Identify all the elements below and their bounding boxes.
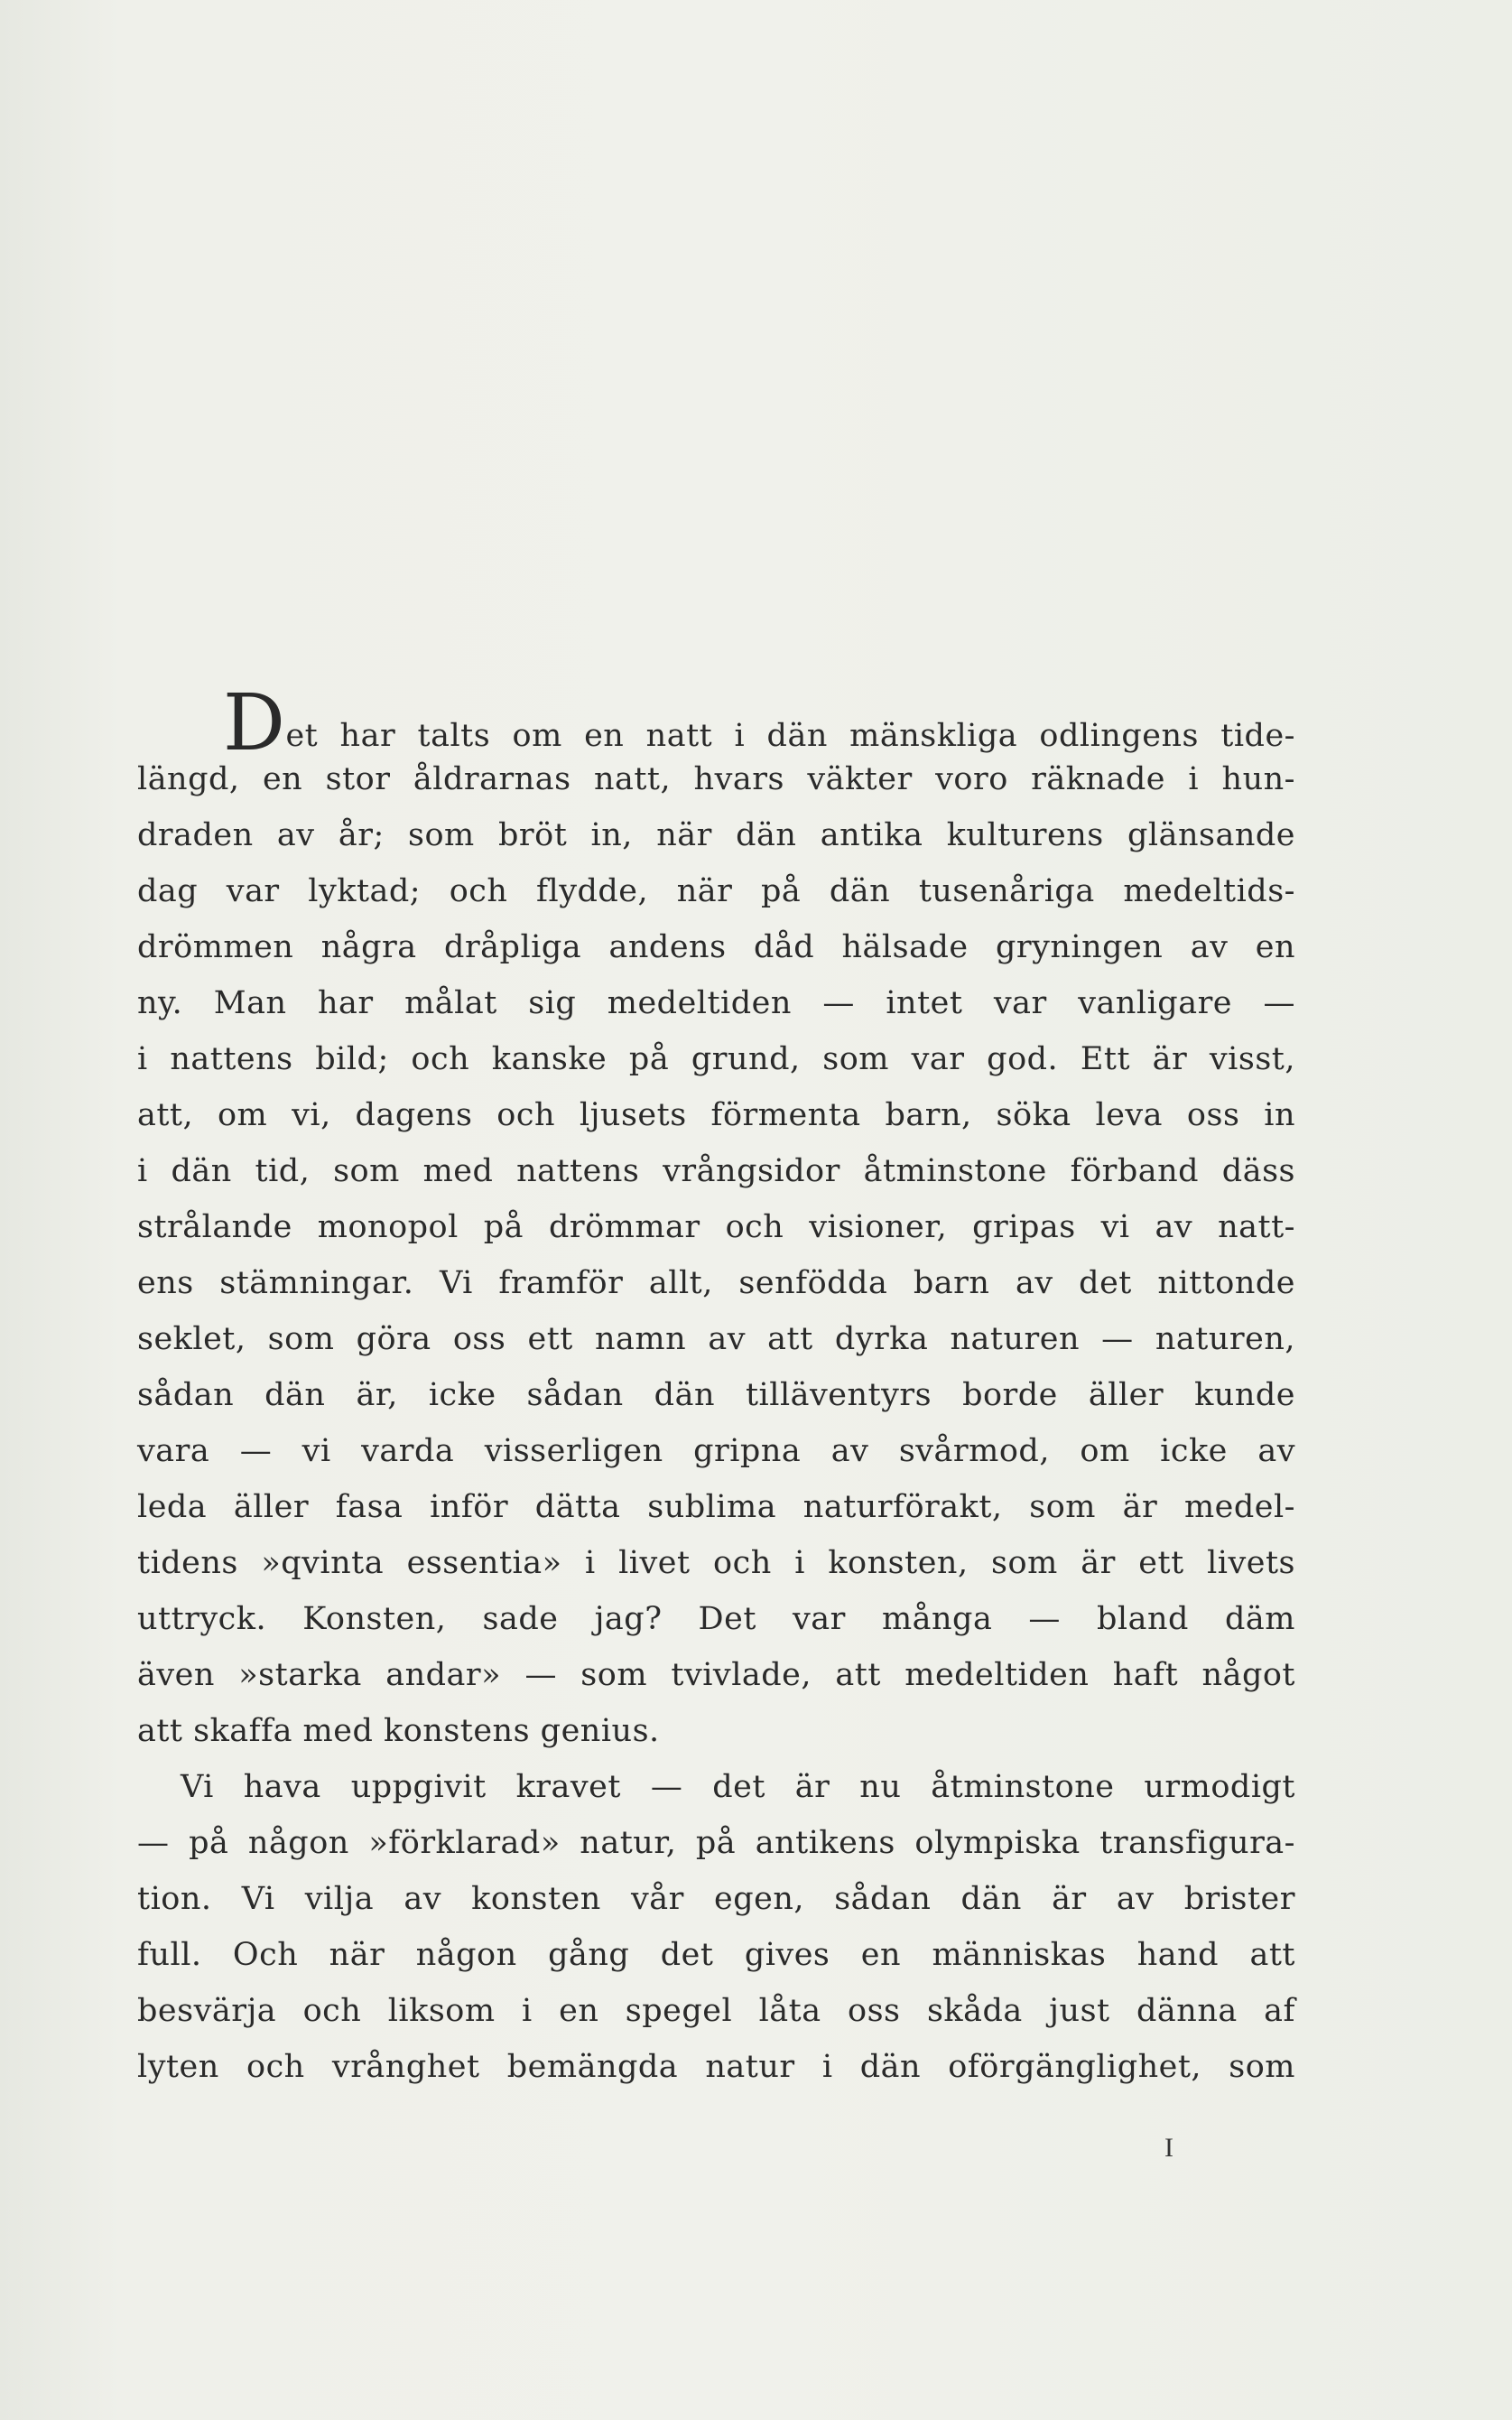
drop-cap: D bbox=[223, 678, 286, 768]
text-line-5: drömmen några dråpliga andens dåd hälsade gryningen av en bbox=[137, 929, 1295, 965]
text-line-10: strålande monopol på drömmar och visioner, gripas vi av natt- bbox=[137, 1209, 1295, 1245]
text-line-25: lyten och vrånghet bemängda natur i dän oförgänglighet, som bbox=[137, 2049, 1295, 2085]
text-line-9: i dän tid, som med nattens vrångsidor åtminstone förband däss bbox=[137, 1153, 1295, 1189]
text-line-12: seklet, som göra oss ett namn av att dyrka naturen — naturen, bbox=[137, 1321, 1295, 1357]
text-line-13: sådan dän är, icke sådan dän tilläventyrs borde äller kunde bbox=[137, 1377, 1295, 1413]
body-text bbox=[137, 678, 1295, 2095]
text-line-7: i nattens bild; och kanske på grund, som var god. Ett är visst, bbox=[137, 1041, 1295, 1077]
text-line-4: dag var lyktad; och flydde, när på dän tusenåriga medeltids- bbox=[137, 873, 1295, 909]
text-line-19: att skaffa med konstens genius. bbox=[137, 1713, 660, 1749]
text-line-23: full. Och när någon gång det gives en människas hand att bbox=[137, 1937, 1295, 1973]
text-line-11: ens stämningar. Vi framför allt, senfödda barn av det nittonde bbox=[137, 1265, 1295, 1301]
text-line-1: Det har talts om en natt i dän mänskliga odlingens tide- bbox=[223, 678, 1295, 768]
text-line-17: uttryck. Konsten, sade jag? Det var många — bland däm bbox=[137, 1601, 1295, 1637]
text-line-8: att, om vi, dagens och ljusets förmenta barn, söka leva oss in bbox=[137, 1097, 1295, 1133]
text-line-2: längd, en stor åldrarnas natt, hvars väkter voro räknade i hun- bbox=[137, 761, 1295, 797]
text-line-14: vara — vi varda visserligen gripna av svårmod, om icke av bbox=[137, 1433, 1295, 1469]
text-line-21: — på någon »förklarad» natur, på antikens olympiska transfigura- bbox=[137, 1825, 1295, 1861]
text-line-24: besvärja och liksom i en spegel låta oss skåda just dänna af bbox=[137, 1993, 1295, 2029]
text-line-6: ny. Man har målat sig medeltiden — intet var vanligare — bbox=[137, 985, 1295, 1021]
text-line-18: även »starka andar» — som tvivlade, att medeltiden haft något bbox=[137, 1657, 1295, 1693]
text-line-22: tion. Vi vilja av konsten vår egen, sådan dän är av brister bbox=[137, 1881, 1295, 1917]
text-line-15: leda äller fasa inför dätta sublima naturförakt, som är medel- bbox=[137, 1489, 1295, 1525]
text-line-20: Vi hava uppgivit kravet — det är nu åtminstone urmodigt bbox=[181, 1769, 1295, 1805]
text-line-3: draden av år; som bröt in, när dän antika kulturens glänsande bbox=[137, 817, 1295, 853]
page-number: I bbox=[1164, 2133, 1173, 2163]
text-line-16: tidens »qvinta essentia» i livet och i konsten, som är ett livets bbox=[137, 1545, 1295, 1581]
